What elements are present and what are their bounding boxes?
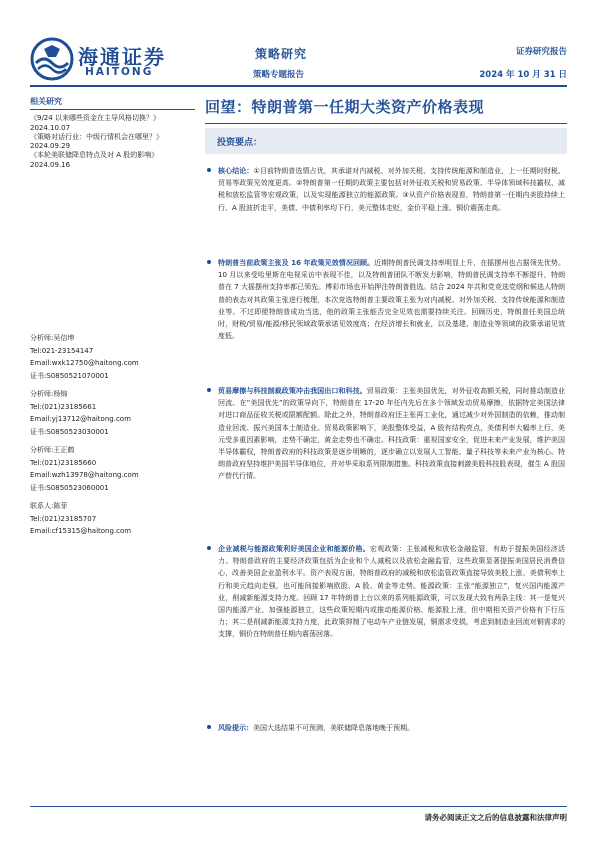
report-date: 2024 年 10 月 31 日 [479,70,567,80]
analyst-tel: Tel:(021)23185660 [30,458,97,467]
analyst-email[interactable]: Email:wxk12750@haitong.com [30,359,139,367]
bullet-icon [207,260,211,264]
logo-chinese-name: 海通证券 [78,45,166,69]
tax-energy-section [207,543,565,641]
policy-review-section [207,257,565,342]
related-item[interactable]: 《本轮美联储降息特点及对 A 股的影响》 [30,151,159,160]
section-heading: 风险提示： [218,724,253,732]
sidebar-divider [30,109,195,110]
bullet-icon [207,725,211,729]
header-divider [30,85,567,87]
analyst-cert: 证书:S0850523030001 [30,427,109,436]
haitong-logo-icon [30,37,74,81]
analyst-name: 分析师:王正鹤 [30,446,75,454]
section-body: 宏观政策：主张减税和放松金融监管，有助于提振美国经济活力。特朗普政府的主要经济政策包括为企业和个人减税以及放松金融监管，这些政策显著提振美国居民消费信心，改善美国企业盈利水平。资产表现方面，特朗普政府的减税和放松监管政策直接导致美股上涨、美债利率上行和美元趋向走强，也可能间接影响欧股、A 股、黄金等走势。能源政策：主张“能源独立”，复兴国内能源产业，削减新能源支持力度。回顾 17 年特朗普上台以来的系列能源政策，可以发现大致有两条主线：其一是复兴国内能源产业、加强能源独立，这些政策短期内或推动能源价格、能源股上涨，但中期相关资产价格有下行压力；其二是削减新能源支持力度，此政策抑制了电动车产业链发展，铜需求受损，考虑到制造业回流对铜需求的支撑，铜价在特朗普任期内震荡回落。 [218,545,566,639]
report-type: 证券研究报告 [515,47,567,57]
contact-name: 联系人:陈菲 [30,502,68,510]
analyst-cert: 证书:S0850523060001 [30,483,109,492]
analyst-name: 分析师:吴信坤 [30,334,75,342]
analyst-card [30,444,195,494]
company-logo [30,37,180,81]
section-body: 贸易政策：主张美国优先，对外征收高额关税，同时推动制造业回流。在“美国优先”的政策导向下，特朗普在 17-20 年任内先后在多个领域发动贸易摩擦，依据特定美国法律对进口商品征收关税或限额配额。除此之外，特朗普政府还主张再工业化，通过减少对外国制造的依赖，推动制造业回流、振兴美国本土制造业。贸易政策影响下，美股整体受益，A 股有结构亮点，美债利率大幅率上行，美元受多重因素影响，走势不确定，黄金走势也不确定。科技政策：重视国家安全，促进未来产业发展，维护美国半导体霸权，特朗普政府的科技政策是逐步明晰的，逐步确立以发展人工智能、量子科技等未来产业为核心。特朗普政府坚持维护美国半导体地位，并对华采取系列限制措施。科技政策直接刺激美股科技股表现，催生 A 股国产替代行情。 [218,387,565,481]
bullet-icon [207,546,211,550]
section-body: ①目前特朗普选情占优，其承诺对内减税、对外加关税、支持传统能源和制造业，上一任期时财税、贸易等政策见效度更高。②特朗普第一任期的政策主要包括对外征收关税和贸易政策、半导体领域科技霸权、减税和放松监管等宏观政策，以及实现能源独立的能源政策。③从资产价格表现看，特朗普第一任期内美股持续上行、A 股波折走平，美债、中债利率均下行，美元整体走贬，金价平稳上涨、铜价震荡走高。 [218,167,566,212]
logo-english-name: HAITONG [85,66,154,78]
contact-card [30,500,195,538]
footer-disclaimer: 请务必阅读正文之后的信息披露和法律声明 [424,813,567,822]
section-body: 美国大选结果不可预测，美联储降息落地晚于预期。 [253,724,414,732]
report-subcategory: 策略专题报告 [253,70,305,80]
section-heading: 特朗普当前政策主张及 16 年政策见效情况回顾。 [218,259,375,267]
contact-email[interactable]: Email:cf15315@haitong.com [30,527,132,535]
related-research-title: 相关研究 [30,97,62,106]
report-category: 策略研究 [255,47,308,61]
risk-warning-section [207,722,565,734]
analyst-email[interactable]: Email:yj13712@haitong.com [30,415,131,423]
related-item-date: 2024.09.16 [30,160,71,169]
section-heading: 企业减税与能源政策利好美国企业和能源价格。 [218,545,370,553]
analyst-tel: Tel:(021)23185661 [30,402,97,411]
page-title: 回望：特朗普第一任期大类资产价格表现 [205,98,485,116]
analyst-card [30,332,195,382]
title-divider [205,123,567,124]
analyst-email[interactable]: Email:wzh13978@haitong.com [30,471,139,479]
bullet-icon [207,168,211,172]
analyst-name: 分析师:杨锦 [30,390,68,398]
analyst-cert: 证书:S0850521070001 [30,371,109,380]
analyst-list [30,332,195,544]
related-item[interactable]: 《9/24 以来哪些资金在主导风格切换？》 [30,114,160,123]
analyst-card [30,388,195,438]
related-item-date: 2024.10.07 [30,123,71,132]
key-points-label: 投资要点： [217,138,263,148]
related-item[interactable]: 《策略对话行业：中级行情机会在哪里？》2024.09.29 [30,132,163,151]
section-heading: 核心结论： [218,167,254,175]
analyst-tel: Tel:021-23154147 [30,346,94,355]
section-body: 近期特朗普民调支持率明显上升，在摇摆州也占据领先优势。10 月以来受哈里斯在电视采访中表现不佳，以及特朗普团队不断发力影响，特朗普民调支持率不断提升，特朗普在 7 大摇摆州支持率都已领先。博彩市场也开始押注特朗普胜选。结合 2024 年共和党竞选党纲和候选人特朗普的表态对其政策主张进行梳理，本次竞选特朗普主要政策主张为对内减税、对外加关税、支持传统能源和制造业等。不过即便特朗普成功当选，他的政策主张能否完全见效也需要持续关注。回顾历史，特朗普任美国总统时，财税/贸易/能源/移民领域政策承诺见效度高；在经济增长和就业，以及基建、制造业等领域的政策承诺见效度低。 [218,259,565,341]
trade-tech-section [207,385,565,483]
bullet-icon [207,388,211,392]
core-conclusion-section [207,165,565,214]
related-research [30,97,195,170]
contact-tel: Tel:(021)23185707 [30,514,97,523]
section-heading: 贸易摩擦与科技制裁政策冲击我国出口和科技。 [218,387,367,395]
footer-divider [30,806,567,807]
